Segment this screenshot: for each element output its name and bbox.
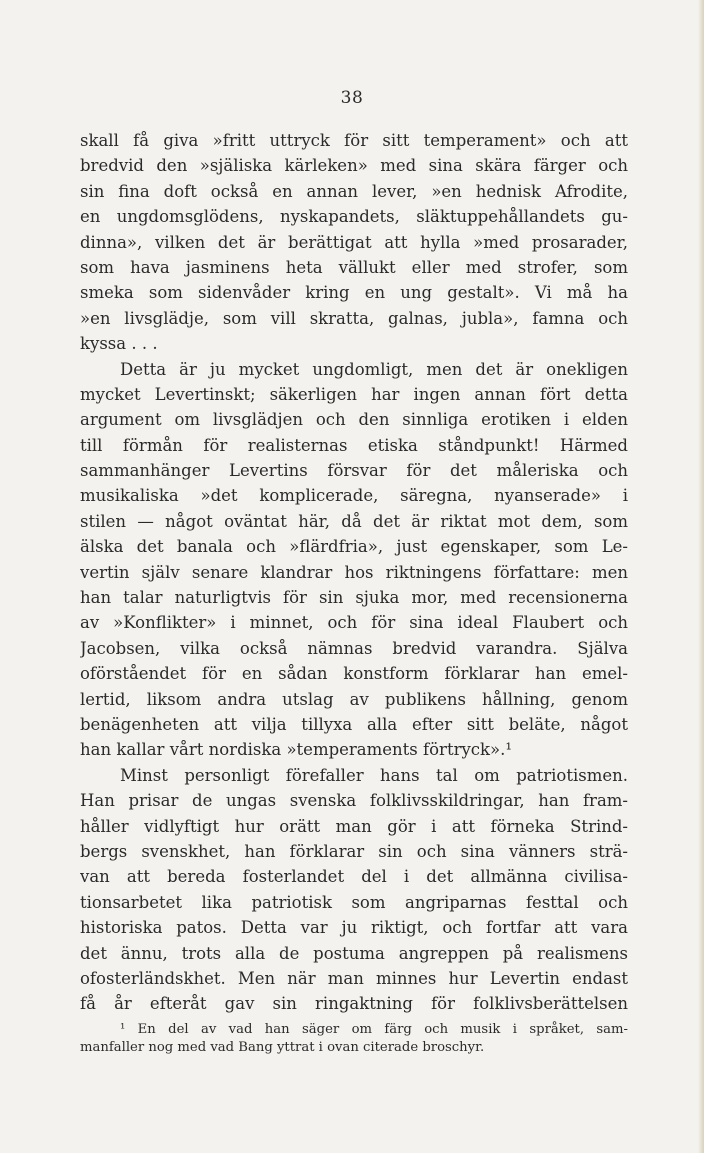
text-line: en ungdomsglödens, nyskapandets, släktuppehållandets gu- <box>80 207 628 227</box>
text-line: Minst personligt förefaller hans tal om patriotismen. <box>120 765 628 785</box>
text-line: av »Konflikter» i minnet, och för sina ideal Flaubert och <box>80 613 628 633</box>
text-line: Detta är ju mycket ungdomligt, men det är onekligen <box>120 359 628 379</box>
text-line: få år efteråt gav sin ringaktning för folklivsberättelsen <box>80 994 628 1014</box>
text-line: han talar naturligtvis för sin sjuka mor, med recensionerna <box>80 588 628 608</box>
text-line: ofosterländskhet. Men när man minnes hur Levertin endast <box>80 968 628 988</box>
text-line: musikaliska »det komplicerade, säregna, nyanserade» i <box>80 486 628 506</box>
text-line: sin fina doft också en annan lever, »en hednisk Afrodite, <box>80 181 628 201</box>
text-line: dinna», vilken det är berättigat att hylla »med prosarader, <box>80 232 628 252</box>
page-number: 38 <box>340 88 364 108</box>
text-line: stilen — något oväntat här, då det är riktat mot dem, som <box>80 511 628 531</box>
text-line: Jacobsen, vilka också nämnas bredvid varandra. Själva <box>80 638 628 658</box>
text-line: håller vidlyftigt hur orätt man gör i att förneka Strind- <box>80 816 628 836</box>
text-line: van att bereda fosterlandet del i det allmänna civilisa- <box>80 867 628 887</box>
text-line: tionsarbetet lika patriotisk som angriparnas festtal och <box>80 892 628 912</box>
text-line: det ännu, trots alla de postuma angreppen på realismens <box>80 943 628 963</box>
text-line: som hava jasminens heta vällukt eller med strofer, som <box>80 257 628 277</box>
text-line: smeka som sidenvåder kring en ung gestalt». Vi må ha <box>80 283 628 303</box>
text-line: Han prisar de ungas svenska folklivsskildringar, han fram- <box>80 791 628 811</box>
text-line: till förmån för realisternas etiska ståndpunkt! Härmed <box>80 435 628 455</box>
footnote <box>80 1021 628 1057</box>
text-line: »en livsglädje, som vill skratta, galnas, jubla», famna och <box>80 308 628 328</box>
text-line: historiska patos. Detta var ju riktigt, och fortfar att vara <box>80 918 628 938</box>
text-line: bergs svenskhet, han förklarar sin och sina vänners strä- <box>80 841 628 861</box>
text-line: bredvid den »själiska kärleken» med sina skära färger och <box>80 156 628 176</box>
text-line: oförståendet för en sådan konstform förklarar han emel- <box>80 664 628 684</box>
text-line: argument om livsglädjen och den sinnliga erotiken i elden <box>80 410 628 430</box>
text-line: benägenheten att vilja tillyxa alla efter sitt beläte, något <box>80 714 628 734</box>
text-line: mycket Levertinskt; säkerligen har ingen annan fört detta <box>80 384 628 404</box>
text-line: älska det banala och »flärdfria», just egenskaper, som Le- <box>80 537 628 557</box>
body-text <box>80 128 628 1017</box>
text-line: sammanhänger Levertins försvar för det måleriska och <box>80 461 628 481</box>
text-line: han kallar vårt nordiska »temperaments förtryck».¹ <box>80 740 512 760</box>
text-line: vertin själv senare klandrar hos riktningens författare: men <box>80 562 628 582</box>
footnote-line: manfaller nog med vad Bang yttrat i ovan citerade broschyr. <box>80 1040 485 1055</box>
text-line: skall få giva »fritt uttryck för sitt temperament» och att <box>80 131 628 150</box>
text-line: lertid, liksom andra utslag av publikens hållning, genom <box>80 689 628 709</box>
page-edge-shadow <box>698 0 704 1153</box>
text-line: kyssa . . . <box>80 334 158 354</box>
footnote-line: ¹ En del av vad han säger om färg och musik i språket, sam- <box>120 1022 628 1037</box>
